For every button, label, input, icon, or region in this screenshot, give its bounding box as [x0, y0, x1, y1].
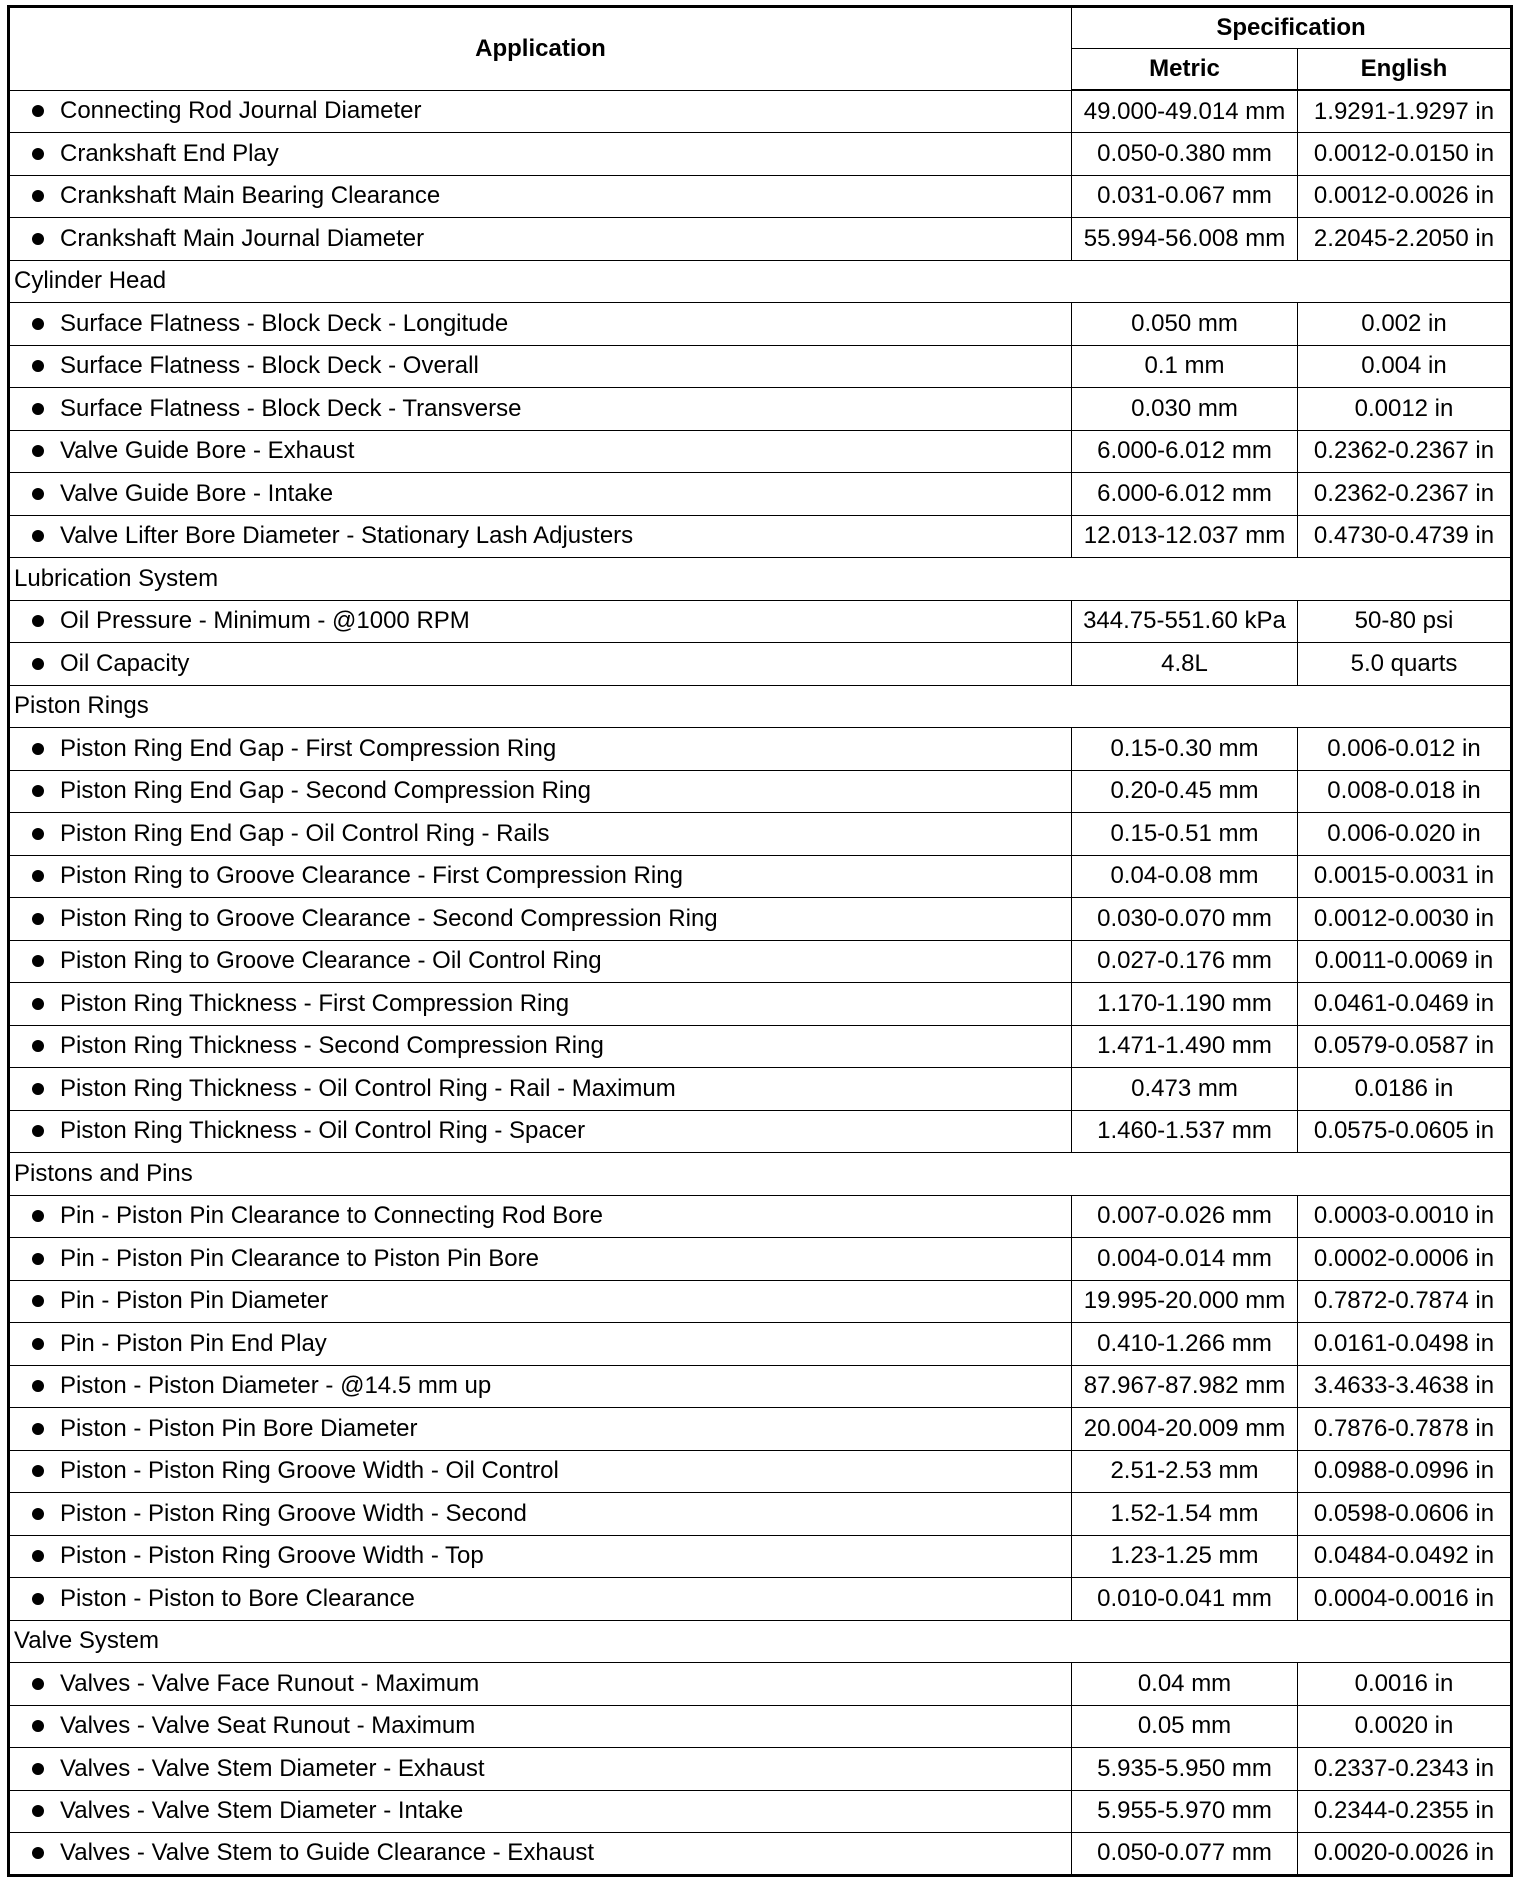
application-text: Piston - Piston Ring Groove Width - Second: [60, 1499, 527, 1527]
bullet-icon: [32, 1040, 44, 1052]
application-cell: [9, 1663, 1072, 1706]
metric-cell: 20.004-20.009 mm: [1072, 1408, 1298, 1451]
table-body: [9, 90, 1512, 1875]
english-cell: 0.0004-0.0016 in: [1298, 1578, 1512, 1621]
table-row: [9, 1493, 1512, 1536]
english-cell: 0.0002-0.0006 in: [1298, 1238, 1512, 1281]
bullet-icon: [32, 743, 44, 755]
english-cell: 0.2362-0.2367 in: [1298, 430, 1512, 473]
english-cell: 1.9291-1.9297 in: [1298, 90, 1512, 133]
bullet-icon: [32, 1805, 44, 1817]
english-cell: 0.2337-0.2343 in: [1298, 1748, 1512, 1791]
metric-cell: 0.027-0.176 mm: [1072, 940, 1298, 983]
metric-cell: 5.935-5.950 mm: [1072, 1748, 1298, 1791]
english-cell: 0.0003-0.0010 in: [1298, 1195, 1512, 1238]
english-cell: 0.2362-0.2367 in: [1298, 473, 1512, 516]
table-row: [9, 388, 1512, 431]
metric-cell: 0.030-0.070 mm: [1072, 898, 1298, 941]
bullet-icon: [32, 1295, 44, 1307]
metric-cell: 0.15-0.51 mm: [1072, 813, 1298, 856]
metric-cell: 1.471-1.490 mm: [1072, 1025, 1298, 1068]
table-row: [9, 218, 1512, 261]
bullet-icon: [32, 1593, 44, 1605]
metric-cell: 49.000-49.014 mm: [1072, 90, 1298, 133]
application-text: Crankshaft Main Journal Diameter: [60, 224, 425, 252]
table-row: [9, 770, 1512, 813]
bullet-icon: [32, 785, 44, 797]
english-cell: 0.0161-0.0498 in: [1298, 1323, 1512, 1366]
bullet-icon: [32, 1847, 44, 1859]
application-cell: [9, 218, 1072, 261]
application-cell: [9, 1408, 1072, 1451]
metric-cell: 0.20-0.45 mm: [1072, 770, 1298, 813]
application-cell: [9, 1280, 1072, 1323]
application-cell: [9, 770, 1072, 813]
metric-cell: 0.010-0.041 mm: [1072, 1578, 1298, 1621]
bullet-icon: [32, 190, 44, 202]
english-cell: 0.0598-0.0606 in: [1298, 1493, 1512, 1536]
section-heading: Valve System: [9, 1620, 1512, 1663]
bullet-icon: [32, 1423, 44, 1435]
english-cell: 0.0012-0.0150 in: [1298, 133, 1512, 176]
section-heading: Lubrication System: [9, 558, 1512, 601]
metric-cell: 1.23-1.25 mm: [1072, 1535, 1298, 1578]
english-cell: 2.2045-2.2050 in: [1298, 218, 1512, 261]
application-cell: [9, 813, 1072, 856]
english-cell: 0.4730-0.4739 in: [1298, 515, 1512, 558]
section-heading: Cylinder Head: [9, 260, 1512, 303]
application-text: Piston Ring Thickness - Oil Control Ring - Spacer: [60, 1117, 586, 1145]
table-row: [9, 175, 1512, 218]
bullet-icon: [32, 1720, 44, 1732]
table-row: [9, 515, 1512, 558]
table-row: [9, 813, 1512, 856]
metric-cell: 2.51-2.53 mm: [1072, 1450, 1298, 1493]
metric-cell: 19.995-20.000 mm: [1072, 1280, 1298, 1323]
section-row: [9, 558, 1512, 601]
metric-cell: 0.030 mm: [1072, 388, 1298, 431]
english-cell: 0.0020 in: [1298, 1705, 1512, 1748]
metric-cell: 6.000-6.012 mm: [1072, 473, 1298, 516]
application-text: Pin - Piston Pin Diameter: [60, 1287, 329, 1315]
application-cell: [9, 940, 1072, 983]
application-cell: [9, 1705, 1072, 1748]
english-cell: 0.004 in: [1298, 345, 1512, 388]
metric-cell: 0.007-0.026 mm: [1072, 1195, 1298, 1238]
metric-cell: 4.8L: [1072, 643, 1298, 686]
bullet-icon: [32, 233, 44, 245]
bullet-icon: [32, 1210, 44, 1222]
application-text: Piston Ring Thickness - Second Compression Ring: [60, 1032, 604, 1060]
application-cell: [9, 1493, 1072, 1536]
application-cell: [9, 388, 1072, 431]
section-heading: Piston Rings: [9, 685, 1512, 728]
bullet-icon: [32, 445, 44, 457]
metric-cell: 0.04 mm: [1072, 1663, 1298, 1706]
table-row: [9, 1323, 1512, 1366]
section-row: [9, 685, 1512, 728]
metric-cell: 0.050-0.077 mm: [1072, 1833, 1298, 1876]
table-row: [9, 983, 1512, 1026]
metric-cell: 0.050 mm: [1072, 303, 1298, 346]
table-row: [9, 643, 1512, 686]
table-row: [9, 600, 1512, 643]
table-row: [9, 1663, 1512, 1706]
bullet-icon: [32, 913, 44, 925]
metric-cell: 0.1 mm: [1072, 345, 1298, 388]
section-heading: Pistons and Pins: [9, 1153, 1512, 1196]
english-cell: 0.7876-0.7878 in: [1298, 1408, 1512, 1451]
section-row: [9, 260, 1512, 303]
application-text: Pin - Piston Pin Clearance to Piston Pin Bore: [60, 1244, 539, 1272]
metric-cell: 0.15-0.30 mm: [1072, 728, 1298, 771]
metric-cell: 0.473 mm: [1072, 1068, 1298, 1111]
metric-cell: 344.75-551.60 kPa: [1072, 600, 1298, 643]
bullet-icon: [32, 870, 44, 882]
english-cell: 50-80 psi: [1298, 600, 1512, 643]
english-cell: 0.006-0.012 in: [1298, 728, 1512, 771]
metric-cell: 0.050-0.380 mm: [1072, 133, 1298, 176]
application-cell: [9, 175, 1072, 218]
english-cell: 0.002 in: [1298, 303, 1512, 346]
section-row: [9, 1620, 1512, 1663]
table-row: [9, 1833, 1512, 1876]
application-cell: [9, 1833, 1072, 1876]
application-cell: [9, 600, 1072, 643]
bullet-icon: [32, 318, 44, 330]
table-row: [9, 940, 1512, 983]
application-cell: [9, 643, 1072, 686]
application-cell: [9, 1578, 1072, 1621]
english-cell: 0.0016 in: [1298, 1663, 1512, 1706]
metric-cell: 1.460-1.537 mm: [1072, 1110, 1298, 1153]
application-cell: [9, 1025, 1072, 1068]
application-text: Valves - Valve Stem Diameter - Exhaust: [60, 1754, 485, 1782]
metric-cell: 1.52-1.54 mm: [1072, 1493, 1298, 1536]
english-cell: 0.0461-0.0469 in: [1298, 983, 1512, 1026]
application-text: Oil Capacity: [60, 649, 190, 677]
header-english: English: [1298, 49, 1512, 91]
table-row: [9, 1195, 1512, 1238]
bullet-icon: [32, 530, 44, 542]
table-row: [9, 1238, 1512, 1281]
application-text: Valves - Valve Seat Runout - Maximum: [60, 1712, 476, 1740]
table-row: [9, 133, 1512, 176]
english-cell: 0.0579-0.0587 in: [1298, 1025, 1512, 1068]
table-row: [9, 345, 1512, 388]
english-cell: 0.0015-0.0031 in: [1298, 855, 1512, 898]
application-text: Pin - Piston Pin End Play: [60, 1329, 327, 1357]
application-text: Piston Ring End Gap - Second Compression Ring: [60, 777, 591, 805]
metric-cell: 55.994-56.008 mm: [1072, 218, 1298, 261]
english-cell: 0.0012-0.0026 in: [1298, 175, 1512, 218]
english-cell: 0.0186 in: [1298, 1068, 1512, 1111]
application-cell: [9, 1238, 1072, 1281]
bullet-icon: [32, 1380, 44, 1392]
application-cell: [9, 473, 1072, 516]
header-metric: Metric: [1072, 49, 1298, 91]
application-cell: [9, 133, 1072, 176]
bullet-icon: [32, 1550, 44, 1562]
bullet-icon: [32, 998, 44, 1010]
table-row: [9, 430, 1512, 473]
table-row: [9, 90, 1512, 133]
application-cell: [9, 1748, 1072, 1791]
table-row: [9, 1578, 1512, 1621]
metric-cell: 0.031-0.067 mm: [1072, 175, 1298, 218]
bullet-icon: [32, 1763, 44, 1775]
metric-cell: 0.410-1.266 mm: [1072, 1323, 1298, 1366]
application-cell: [9, 303, 1072, 346]
application-cell: [9, 1450, 1072, 1493]
application-cell: [9, 855, 1072, 898]
section-row: [9, 1153, 1512, 1196]
application-cell: [9, 1068, 1072, 1111]
application-text: Piston - Piston Pin Bore Diameter: [60, 1414, 418, 1442]
english-cell: 0.0484-0.0492 in: [1298, 1535, 1512, 1578]
metric-cell: 0.04-0.08 mm: [1072, 855, 1298, 898]
metric-cell: 5.955-5.970 mm: [1072, 1790, 1298, 1833]
application-text: Surface Flatness - Block Deck - Overall: [60, 352, 479, 380]
table-row: [9, 1535, 1512, 1578]
english-cell: 0.0012 in: [1298, 388, 1512, 431]
english-cell: 0.2344-0.2355 in: [1298, 1790, 1512, 1833]
english-cell: 5.0 quarts: [1298, 643, 1512, 686]
table-row: [9, 303, 1512, 346]
bullet-icon: [32, 1338, 44, 1350]
bullet-icon: [32, 1508, 44, 1520]
header-application: Application: [9, 7, 1072, 91]
application-text: Piston - Piston Diameter - @14.5 mm up: [60, 1372, 492, 1400]
bullet-icon: [32, 360, 44, 372]
application-text: Valve Guide Bore - Exhaust: [60, 437, 355, 465]
metric-cell: 87.967-87.982 mm: [1072, 1365, 1298, 1408]
table-row: [9, 1790, 1512, 1833]
table-row: [9, 898, 1512, 941]
table-row: [9, 1450, 1512, 1493]
metric-cell: 12.013-12.037 mm: [1072, 515, 1298, 558]
metric-cell: 0.004-0.014 mm: [1072, 1238, 1298, 1281]
table-row: [9, 1408, 1512, 1451]
english-cell: 0.0020-0.0026 in: [1298, 1833, 1512, 1876]
english-cell: 0.006-0.020 in: [1298, 813, 1512, 856]
application-text: Pin - Piston Pin Clearance to Connecting Rod Bore: [60, 1202, 603, 1230]
english-cell: 0.0011-0.0069 in: [1298, 940, 1512, 983]
application-cell: [9, 1790, 1072, 1833]
table-row: [9, 1280, 1512, 1323]
bullet-icon: [32, 1253, 44, 1265]
application-cell: [9, 515, 1072, 558]
table-row: [9, 855, 1512, 898]
application-text: Connecting Rod Journal Diameter: [60, 97, 422, 125]
bullet-icon: [32, 148, 44, 160]
application-text: Crankshaft Main Bearing Clearance: [60, 182, 441, 210]
english-cell: 0.7872-0.7874 in: [1298, 1280, 1512, 1323]
english-cell: 0.0012-0.0030 in: [1298, 898, 1512, 941]
bullet-icon: [32, 828, 44, 840]
application-text: Piston - Piston Ring Groove Width - Oil Control: [60, 1457, 559, 1485]
specification-table: [7, 5, 1513, 1877]
bullet-icon: [32, 1465, 44, 1477]
table-row: [9, 1068, 1512, 1111]
application-text: Piston Ring End Gap - First Compression Ring: [60, 734, 557, 762]
table-row: [9, 1365, 1512, 1408]
application-text: Valves - Valve Stem Diameter - Intake: [60, 1797, 464, 1825]
bullet-icon: [32, 403, 44, 415]
application-cell: [9, 90, 1072, 133]
application-cell: [9, 1195, 1072, 1238]
application-text: Valves - Valve Stem to Guide Clearance - Exhaust: [60, 1839, 595, 1867]
application-text: Piston Ring to Groove Clearance - Second Compression Ring: [60, 904, 718, 932]
application-cell: [9, 1110, 1072, 1153]
table-header: [9, 7, 1512, 91]
application-cell: [9, 430, 1072, 473]
application-text: Piston - Piston Ring Groove Width - Top: [60, 1542, 484, 1570]
english-cell: 0.0988-0.0996 in: [1298, 1450, 1512, 1493]
bullet-icon: [32, 615, 44, 627]
metric-cell: 6.000-6.012 mm: [1072, 430, 1298, 473]
application-text: Valve Lifter Bore Diameter - Stationary Lash Adjusters: [60, 522, 634, 550]
table-row: [9, 1025, 1512, 1068]
application-text: Piston - Piston to Bore Clearance: [60, 1584, 415, 1612]
application-text: Piston Ring to Groove Clearance - First Compression Ring: [60, 862, 683, 890]
english-cell: 3.4633-3.4638 in: [1298, 1365, 1512, 1408]
table-row: [9, 728, 1512, 771]
table-row: [9, 1705, 1512, 1748]
metric-cell: 1.170-1.190 mm: [1072, 983, 1298, 1026]
bullet-icon: [32, 1125, 44, 1137]
header-specification: Specification: [1072, 7, 1512, 49]
bullet-icon: [32, 105, 44, 117]
application-text: Valves - Valve Face Runout - Maximum: [60, 1669, 480, 1697]
metric-cell: 0.05 mm: [1072, 1705, 1298, 1748]
application-cell: [9, 728, 1072, 771]
application-cell: [9, 898, 1072, 941]
application-text: Surface Flatness - Block Deck - Longitude: [60, 309, 509, 337]
application-text: Piston Ring Thickness - Oil Control Ring - Rail - Maximum: [60, 1074, 676, 1102]
application-text: Piston Ring to Groove Clearance - Oil Control Ring: [60, 947, 602, 975]
application-cell: [9, 1365, 1072, 1408]
bullet-icon: [32, 1083, 44, 1095]
application-cell: [9, 983, 1072, 1026]
application-text: Piston Ring Thickness - First Compression Ring: [60, 989, 570, 1017]
table-row: [9, 1110, 1512, 1153]
application-text: Piston Ring End Gap - Oil Control Ring - Rails: [60, 819, 550, 847]
application-text: Crankshaft End Play: [60, 139, 279, 167]
application-text: Oil Pressure - Minimum - @1000 RPM: [60, 607, 470, 635]
english-cell: 0.0575-0.0605 in: [1298, 1110, 1512, 1153]
bullet-icon: [32, 955, 44, 967]
bullet-icon: [32, 658, 44, 670]
bullet-icon: [32, 1678, 44, 1690]
application-cell: [9, 1535, 1072, 1578]
application-text: Valve Guide Bore - Intake: [60, 479, 334, 507]
bullet-icon: [32, 488, 44, 500]
application-cell: [9, 345, 1072, 388]
application-cell: [9, 1323, 1072, 1366]
table-row: [9, 473, 1512, 516]
application-text: Surface Flatness - Block Deck - Transverse: [60, 394, 522, 422]
table-row: [9, 1748, 1512, 1791]
english-cell: 0.008-0.018 in: [1298, 770, 1512, 813]
